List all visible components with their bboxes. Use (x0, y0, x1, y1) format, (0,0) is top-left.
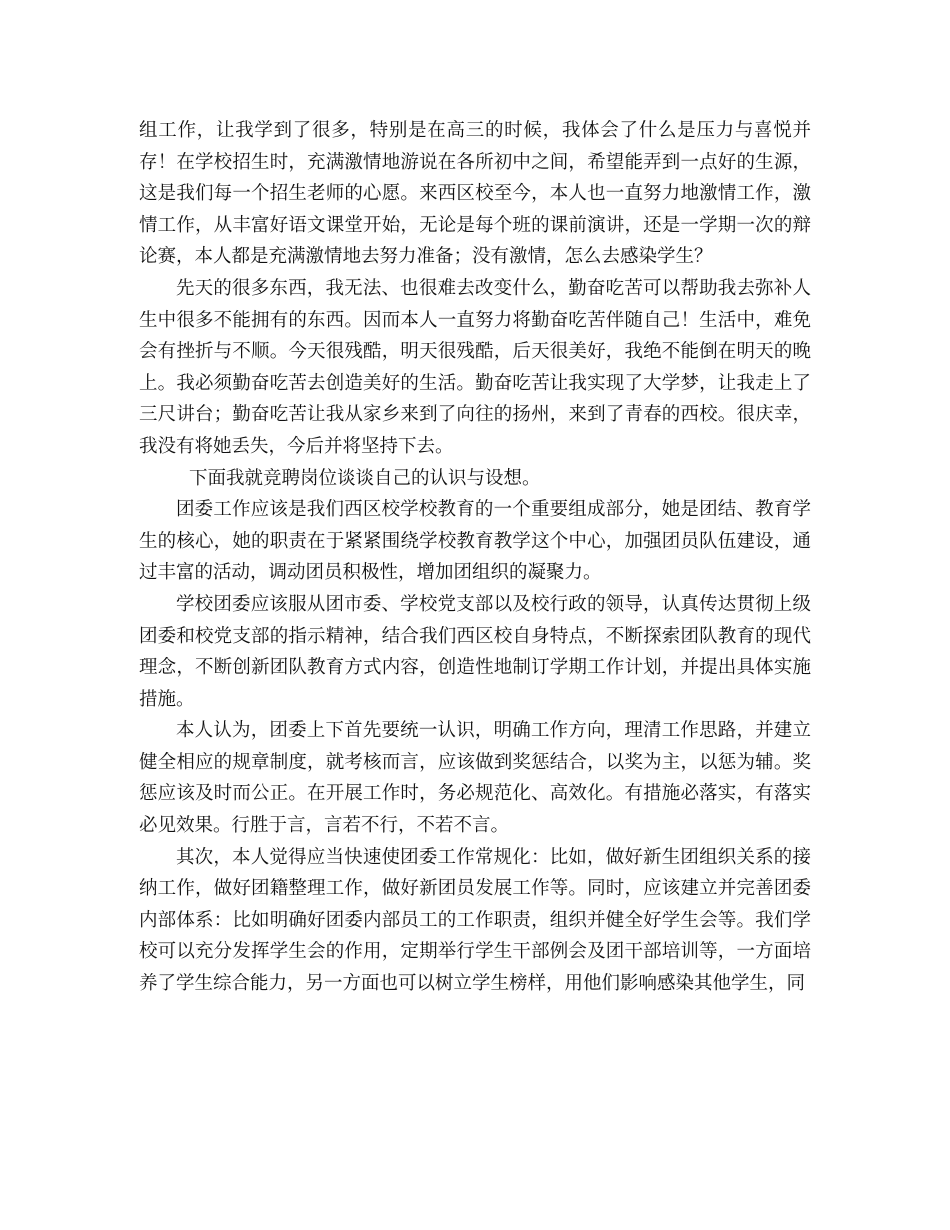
paragraph-league-role: 团委工作应该是我们西区校学校教育的一个重要组成部分，她是团结、教育学生的核心，她的职责在于紧紧围绕学校教育教学这个中心，加强团员队伍建设，通过丰富的活动，调动团员积极性，增加团组织的凝聚力。 (139, 499, 811, 584)
paragraph-transition: 下面我就竞聘岗位谈谈自己的认识与设想。 (188, 467, 541, 489)
paragraph-continuation: 组工作，让我学到了很多，特别是在高三的时候，我体会了什么是压力与喜悦并存！在学校招生时，充满激情地游说在各所初中之间，希望能弄到一点好的生源，这是我们每一个招生老师的心愿。来西区校至今，本人也一直努力地激情工作，激情工作，从丰富好语文课堂开始，无论是每个班的课前演讲，还是一学期一次的辩论赛，本人都是充满激情地去努力准备；没有激情，怎么去感染学生？ (139, 120, 811, 268)
paragraph-hard-work: 先天的很多东西，我无法、也很难去改变什么，勤奋吃苦可以帮助我去弥补人生中很多不能拥有的东西。因而本人一直努力将勤奋吃苦伴随自己！生活中，难免会有挫折与不顺。今天很残酷，明天很残酷，后天很美好，我绝不能倒在明天的晚上。我必须勤奋吃苦去创造美好的生活。勤奋吃苦让我实现了大学梦，让我走上了三尺讲台；勤奋吃苦让我从家乡来到了向往的扬州，来到了青春的西校。很庆幸，我没有将她丢失，今后并将坚持下去。 (139, 277, 811, 457)
paragraph-routine-work: 其次，本人觉得应当快速使团委工作常规化：比如，做好新生团组织关系的接纳工作，做好团籍整理工作，做好新团员发展工作等。同时，应该建立并完善团委内部体系：比如明确好团委内部员工的工作职责，组织并健全好学生会等。我们学校可以充分发挥学生会的作用，定期举行学生干部例会及团干部培训等，一方面培养了学生综合能力，另一方面也可以树立学生榜样，用他们影响感染其他学生，同 (139, 846, 811, 995)
paragraph-rules: 本人认为，团委上下首先要统一认识，明确工作方向，理清工作思路，并建立健全相应的规章制度，就考核而言，应该做到奖惩结合，以奖为主，以惩为辅。奖惩应该及时而公正。在开展工作时，务必规范化、高效化。有措施必落实，有落实必见效果。行胜于言，言若不行，不若不言。 (139, 720, 811, 837)
paragraph-league-leadership: 学校团委应该服从团市委、学校党支部以及校行政的领导，认真传达贯彻上级团委和校党支部的指示精神，结合我们西区校自身特点，不断探索团队教育的现代理念，不断创新团队教育方式内容，创造性地制订学期工作计划，并提出具体实施措施。 (139, 593, 811, 710)
body-text (139, 115, 811, 1000)
